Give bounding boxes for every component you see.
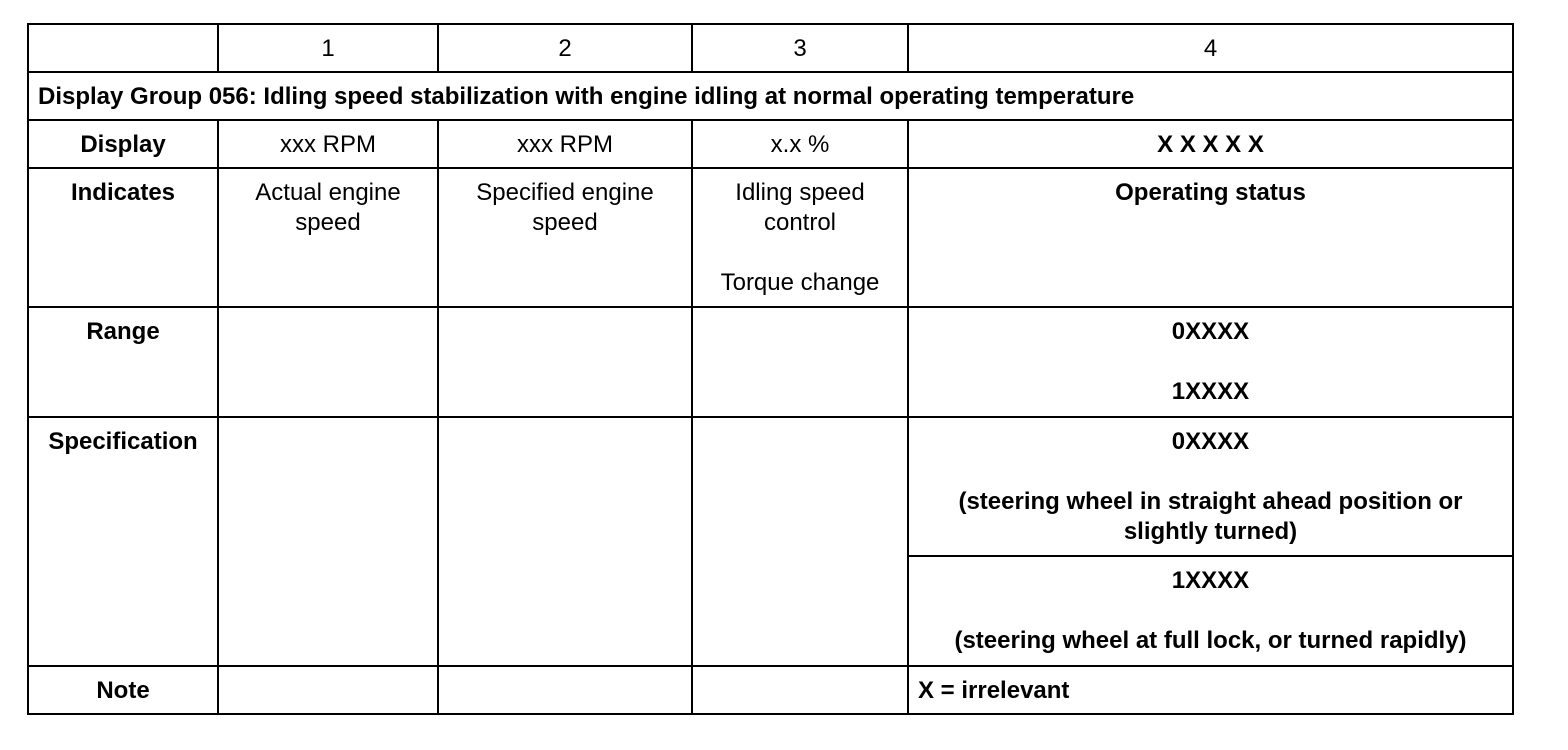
range-col-2 [438, 307, 692, 417]
indicates-col-1-line-1: Actual engine [255, 179, 401, 206]
header-col-4: 4 [908, 24, 1513, 72]
specification-entry-2 [908, 556, 1513, 666]
specification-col-3 [692, 417, 908, 666]
specification-entry-2-desc: (steering wheel at full lock, or turned rapidly) [954, 627, 1467, 654]
specification-entry-2-code: 1XXXX [1171, 567, 1250, 594]
specification-entry-1-desc-line-1: (steering wheel in straight ahead position or [958, 488, 1463, 515]
range-label: Range [28, 307, 218, 417]
header-row [28, 24, 1513, 72]
specification-label: Specification [28, 417, 218, 666]
indicates-col-1-line-2: speed [295, 209, 361, 236]
display-group-table [27, 23, 1514, 715]
indicates-col-4: Operating status [908, 168, 1513, 307]
indicates-col-3-line-1: Idling speed [735, 179, 865, 206]
indicates-col-2-line-2: speed [532, 209, 598, 236]
note-label: Note [28, 666, 218, 714]
indicates-col-3 [692, 168, 908, 307]
range-value-0: 0XXXX [1171, 318, 1250, 345]
range-value-1: 1XXXX [1171, 378, 1250, 405]
indicates-row [28, 168, 1513, 307]
display-col-3: x.x % [692, 120, 908, 168]
display-row [28, 120, 1513, 168]
specification-row [28, 417, 1513, 556]
header-col-2: 2 [438, 24, 692, 72]
group-title-row [28, 72, 1513, 120]
header-col-1: 1 [218, 24, 438, 72]
indicates-label: Indicates [28, 168, 218, 307]
indicates-col-2 [438, 168, 692, 307]
header-col-3: 3 [692, 24, 908, 72]
display-col-2: xxx RPM [438, 120, 692, 168]
specification-col-1 [218, 417, 438, 666]
display-col-4: X X X X X [908, 120, 1513, 168]
indicates-col-3-line-3: Torque change [720, 269, 880, 296]
display-label: Display [28, 120, 218, 168]
range-row [28, 307, 1513, 417]
note-row [28, 666, 1513, 714]
specification-col-2 [438, 417, 692, 666]
indicates-col-1 [218, 168, 438, 307]
specification-entry-1 [908, 417, 1513, 556]
range-col-3 [692, 307, 908, 417]
specification-entry-1-code: 0XXXX [1171, 428, 1250, 455]
indicates-col-2-line-1: Specified engine [476, 179, 654, 206]
specification-entry-1-desc-line-2: slightly turned) [1123, 518, 1298, 545]
group-title: Display Group 056: Idling speed stabilization with engine idling at normal operating temperature [28, 72, 1513, 120]
header-blank-cell [28, 24, 218, 72]
note-col-1 [218, 666, 438, 714]
indicates-col-3-line-2: control [763, 209, 837, 236]
range-col-4 [908, 307, 1513, 417]
display-col-1: xxx RPM [218, 120, 438, 168]
note-col-2 [438, 666, 692, 714]
note-col-3 [692, 666, 908, 714]
range-col-1 [218, 307, 438, 417]
note-col-4: X = irrelevant [908, 666, 1513, 714]
